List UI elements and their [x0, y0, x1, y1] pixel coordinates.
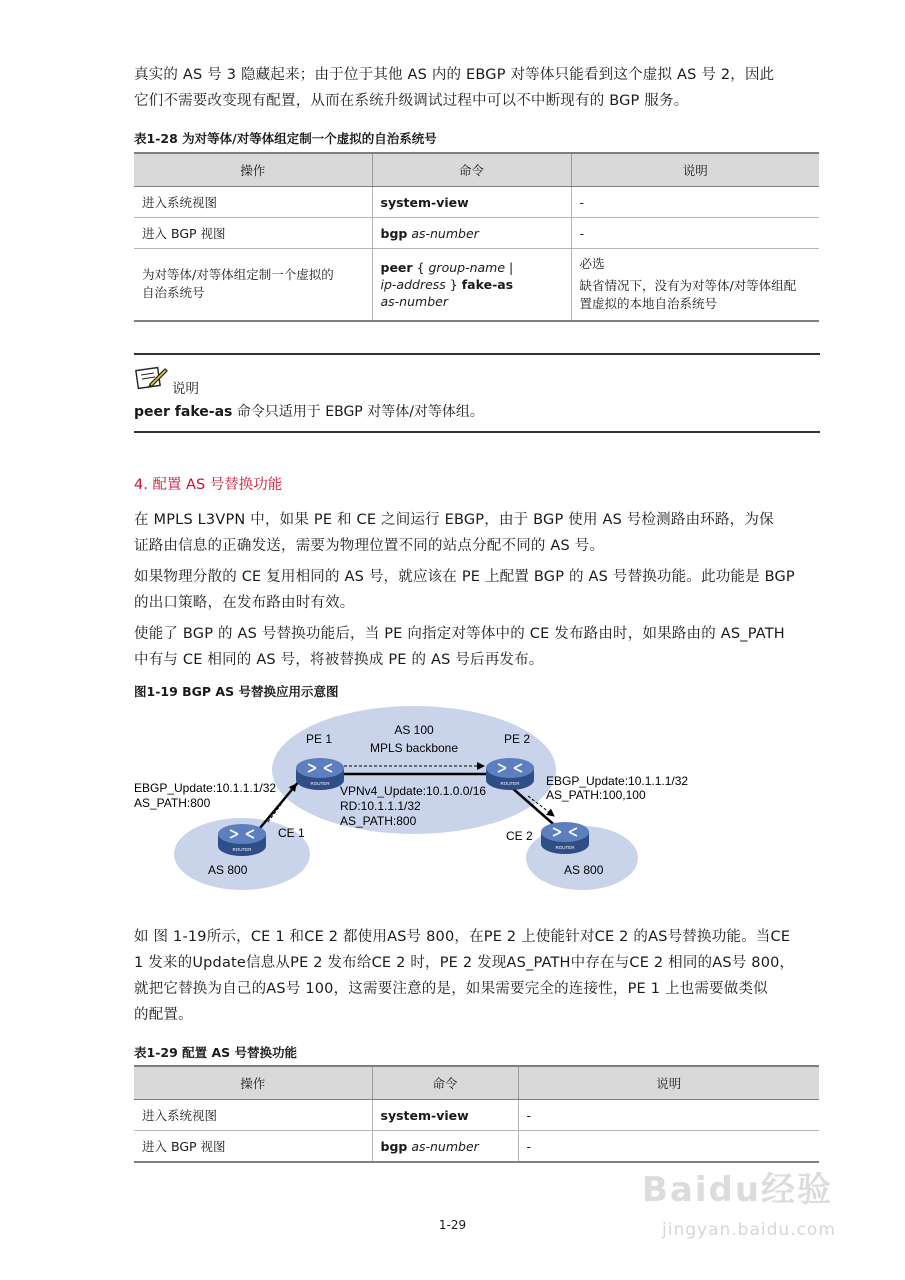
right-update-label: EBGP_Update:10.1.1.1/32 — [546, 774, 689, 788]
desc-cell: 必选 缺省情况下，没有为对等体/对等体组配 置虚拟的本地自治系统号 — [571, 249, 819, 321]
table-row — [134, 218, 819, 249]
table-row — [134, 249, 819, 321]
page-number: 1-29 — [438, 1218, 467, 1232]
text-line: 的配置。 — [134, 1007, 193, 1023]
text-line: 真实的 AS 号 3 隐藏起来；由于位于其他 AS 内的 EBGP 对等体只能看到这个虚拟 AS 号 2，因此 — [134, 67, 775, 83]
pe2-label: PE 2 — [504, 732, 531, 746]
baidu-jingyan-watermark-url: jingyan.baidu.com — [662, 1220, 836, 1240]
column-header: 说明 — [518, 1066, 819, 1100]
note-command: peer fake-as — [134, 404, 233, 420]
svg-text:ROUTER: ROUTER — [232, 847, 252, 852]
table-header-row — [134, 1066, 819, 1100]
table-caption: 表1-28 为对等体/对等体组定制一个虚拟的自治系统号 — [134, 131, 437, 146]
intro-paragraph — [134, 62, 820, 114]
svg-text:ROUTER: ROUTER — [310, 781, 330, 786]
right-path-label: AS_PATH:100,100 — [546, 788, 646, 802]
text-line: 如果物理分散的 CE 复用相同的 AS 号，就应该在 PE 上配置 BGP 的 AS 号替换功能。此功能是 BGP — [134, 569, 795, 585]
as800-right-label: AS 800 — [564, 863, 604, 877]
section-title: 4. 配置 AS 号替换功能 — [134, 477, 283, 493]
table-caption: 表1-29 配置 AS 号替换功能 — [134, 1045, 298, 1060]
column-header: 命令 — [372, 1066, 518, 1100]
table-header-row — [134, 153, 819, 187]
pe1-label: PE 1 — [306, 732, 333, 746]
table-row — [134, 1100, 819, 1131]
config-table-as-substitution — [134, 1065, 819, 1163]
svg-text:ROUTER: ROUTER — [500, 781, 520, 786]
cmd-cell — [372, 187, 571, 218]
column-header: 操作 — [134, 1066, 372, 1100]
cmd-keyword: bgp — [380, 225, 408, 241]
note-box — [134, 353, 820, 433]
network-diagram — [130, 712, 689, 896]
router-ce2-icon — [541, 822, 589, 854]
column-header: 操作 — [134, 153, 372, 187]
column-header: 命令 — [372, 153, 571, 187]
note-header — [134, 363, 199, 397]
desc-cell: - — [571, 218, 819, 249]
cmd-cell — [372, 1131, 518, 1163]
cmd-keyword: system-view — [380, 194, 469, 210]
ce2-label: CE 2 — [506, 829, 533, 843]
svg-text:ROUTER: ROUTER — [555, 845, 575, 850]
column-header: 说明 — [571, 153, 819, 187]
cmd-cell — [372, 218, 571, 249]
paragraph — [134, 507, 820, 559]
config-table-fake-as — [134, 152, 819, 322]
text-line: 1 发来的Update信息从PE 2 发布给CE 2 时，PE 2 发现AS_PATH中存在与CE 2 相同的AS号 800， — [134, 955, 795, 971]
router-ce1-icon — [218, 824, 266, 856]
router-pe2-icon — [486, 758, 534, 790]
paragraph — [134, 621, 820, 673]
vpn-path-label: AS_PATH:800 — [340, 814, 417, 828]
op-cell: 进入 BGP 视图 — [134, 1131, 372, 1163]
desc-cell: - — [518, 1100, 819, 1131]
as100-label: AS 100 — [394, 723, 434, 737]
pencil-note-icon — [134, 364, 168, 396]
op-cell: 进入系统视图 — [134, 1100, 372, 1131]
ce1-label: CE 1 — [278, 826, 305, 840]
vpn-rd-label: RD:10.1.1.1/32 — [340, 799, 421, 813]
desc-cell: - — [571, 187, 819, 218]
text-line: 使能了 BGP 的 AS 号替换功能后，当 PE 向指定对等体中的 CE 发布路由时，如果路由的 AS_PATH — [134, 626, 785, 642]
text-line: 证路由信息的正确发送，需要为物理位置不同的站点分配不同的 AS 号。 — [134, 538, 605, 554]
note-label: 说明 — [172, 381, 199, 397]
op-cell: 进入系统视图 — [134, 187, 372, 218]
cmd-arg: as-number — [411, 225, 479, 241]
vpn-update-label: VPNv4_Update:10.1.0.0/16 — [340, 784, 487, 798]
note-text: peer fake-as 命令只适用于 EBGP 对等体/对等体组。 — [134, 404, 484, 420]
left-update-label: EBGP_Update:10.1.1.1/32 — [134, 781, 277, 795]
op-cell: 为对等体/对等体组定制一个虚拟的 自治系统号 — [134, 249, 372, 321]
cmd-cell: peer { group-name | ip-address } fake-as as-number — [372, 249, 571, 321]
baidu-jingyan-watermark-logo: Baidu经验 — [642, 1170, 834, 1210]
text-line: 在 MPLS L3VPN 中，如果 PE 和 CE 之间运行 EBGP，由于 BGP 使用 AS 号检测路由环路，为保 — [134, 512, 774, 528]
text-line: 如 图 1-19所示，CE 1 和CE 2 都使用AS号 800，在PE 2 上使能针对CE 2 的AS号替换功能。当CE — [134, 929, 791, 945]
figure-caption: 图1-19 BGP AS 号替换应用示意图 — [134, 684, 339, 699]
table-row — [134, 1131, 819, 1163]
desc-cell: - — [518, 1131, 819, 1163]
text-line: 中有与 CE 相同的 AS 号，将被替换成 PE 的 AS 号后再发布。 — [134, 652, 544, 668]
paragraph — [134, 924, 820, 1028]
backbone-label: MPLS backbone — [369, 741, 459, 755]
cmd-keyword: bgp — [380, 1138, 408, 1154]
table-row — [134, 187, 819, 218]
cmd-keyword: system-view — [380, 1107, 469, 1123]
text-line: 它们不需要改变现有配置，从而在系统升级调试过程中可以不中断现有的 BGP 服务。 — [134, 93, 689, 109]
text-line: 就把它替换为自己的AS号 100，这需要注意的是，如果需要完全的连接性，PE 1 上也需要做类似 — [134, 981, 768, 997]
cmd-cell — [372, 1100, 518, 1131]
text-line: 的出口策略，在发布路由时有效。 — [134, 595, 355, 611]
op-cell: 进入 BGP 视图 — [134, 218, 372, 249]
paragraph — [134, 564, 820, 616]
router-pe1-icon — [296, 758, 344, 790]
as800-left-label: AS 800 — [208, 863, 248, 877]
left-path-label: AS_PATH:800 — [134, 796, 211, 810]
cmd-arg: as-number — [411, 1138, 479, 1154]
